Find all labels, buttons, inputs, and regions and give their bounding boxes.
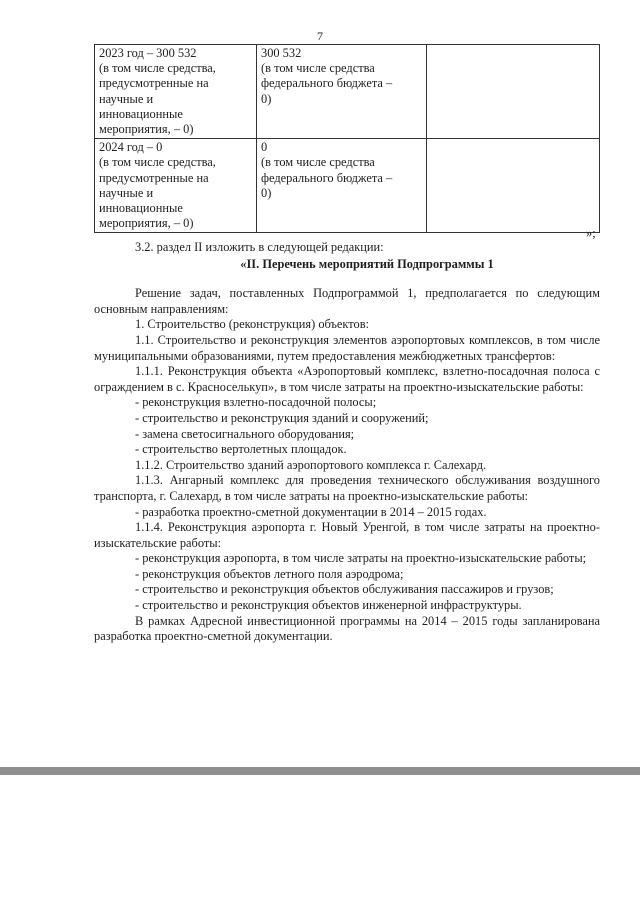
cell-line: мероприятия, – 0) [99, 216, 194, 231]
paragraph: 1.1.4. Реконструкция аэропорта г. Новый Уренгой, в том числе затраты на проектно-изыскательские работы: [94, 520, 600, 550]
paragraph: 1.1.3. Ангарный комплекс для проведения технического обслуживания воздушного транспорта, г. Салехард, в том числе затраты на проектно-изыскательские работы: [94, 473, 600, 503]
paragraph: - строительство и реконструкция объектов обслуживания пассажиров и грузов; [135, 582, 554, 597]
paragraph: - реконструкция взлетно-посадочной полосы; [135, 395, 377, 410]
table-cell-c2 [257, 139, 427, 233]
cell-line: (в том числе средства, [99, 155, 216, 170]
continuation-table [94, 44, 600, 233]
table-closing-quote: »; [586, 226, 596, 240]
cell-line: научные и [99, 91, 154, 106]
cell-line: 0) [261, 91, 272, 106]
paragraph: 1.1.2. Строительство зданий аэропортового комплекса г. Салехард. [135, 457, 487, 472]
cell-line: 0 [261, 140, 268, 155]
table-cell-c1 [95, 139, 257, 233]
cell-line: (в том числе средства [261, 61, 375, 76]
cell-line: (в том числе средства, [99, 61, 216, 76]
scan-edge-shadow [0, 767, 640, 775]
cell-line: инновационные [99, 201, 183, 216]
page-number: 7 [317, 29, 323, 43]
paragraph: - замена светосигнального оборудования; [135, 426, 355, 441]
paragraph: - строительство вертолетных площадок. [135, 442, 347, 457]
cell-line: предусмотренные на [99, 170, 209, 185]
cell-line: 2023 год – 300 532 [99, 46, 197, 60]
cell-line: 0) [261, 185, 272, 200]
cell-line: федерального бюджета – [261, 76, 393, 91]
paragraph: 1.1. Строительство и реконструкция элементов аэропортовых комплексов, в том числе муниципальными образованиями, путем предоставления межбюджетных трансфертов: [94, 332, 600, 363]
document-body [94, 240, 600, 645]
cell-line: предусмотренные на [99, 76, 209, 91]
cell-line: федерального бюджета – [261, 170, 393, 185]
cell-line: 2024 год – 0 [99, 140, 163, 155]
paragraph: 1. Строительство (реконструкция) объектов: [135, 317, 370, 332]
paragraph: В рамках Адресной инвестиционной программы на 2014 – 2015 годы запланирована разработка проектно-сметной документации. [94, 613, 600, 644]
cell-line: 300 532 [261, 46, 302, 60]
spacer [94, 272, 600, 286]
paragraph: 1.1.1. Реконструкция объекта «Аэропортовый комплекс, взлетно-посадочная полоса с ограждением в с. Красноселькуп», в том числе затраты на проектно-изыскательские работы: [94, 364, 600, 394]
table-row [95, 139, 600, 233]
paragraph: - строительство и реконструкция объектов инженерной инфраструктуры. [135, 598, 522, 613]
cell-line: инновационные [99, 106, 183, 121]
paragraph: - реконструкция аэропорта, в том числе затраты на проектно-изыскательские работы; [135, 551, 587, 566]
paragraph: 3.2. раздел II изложить в следующей редакции: [135, 240, 384, 254]
paragraph: - разработка проектно-сметной документации в 2014 – 2015 годах. [135, 504, 487, 519]
paragraph: - реконструкция объектов летного поля аэродрома; [135, 566, 404, 581]
table-cell-c2 [257, 45, 427, 139]
table-cell-c1 [95, 45, 257, 139]
table-cell-c3 [427, 139, 600, 233]
section-heading: «II. Перечень мероприятий Подпрограммы 1 [240, 256, 494, 271]
cell-line: (в том числе средства [261, 155, 375, 170]
table-row [95, 45, 600, 139]
paragraph: Решение задач, поставленных Подпрограммой 1, предполагается по следующим основным направлениям: [94, 286, 600, 316]
paragraph: - строительство и реконструкция зданий и сооружений; [135, 410, 429, 425]
cell-line: мероприятия, – 0) [99, 122, 194, 137]
cell-line: научные и [99, 185, 154, 200]
table-cell-c3 [427, 45, 600, 139]
